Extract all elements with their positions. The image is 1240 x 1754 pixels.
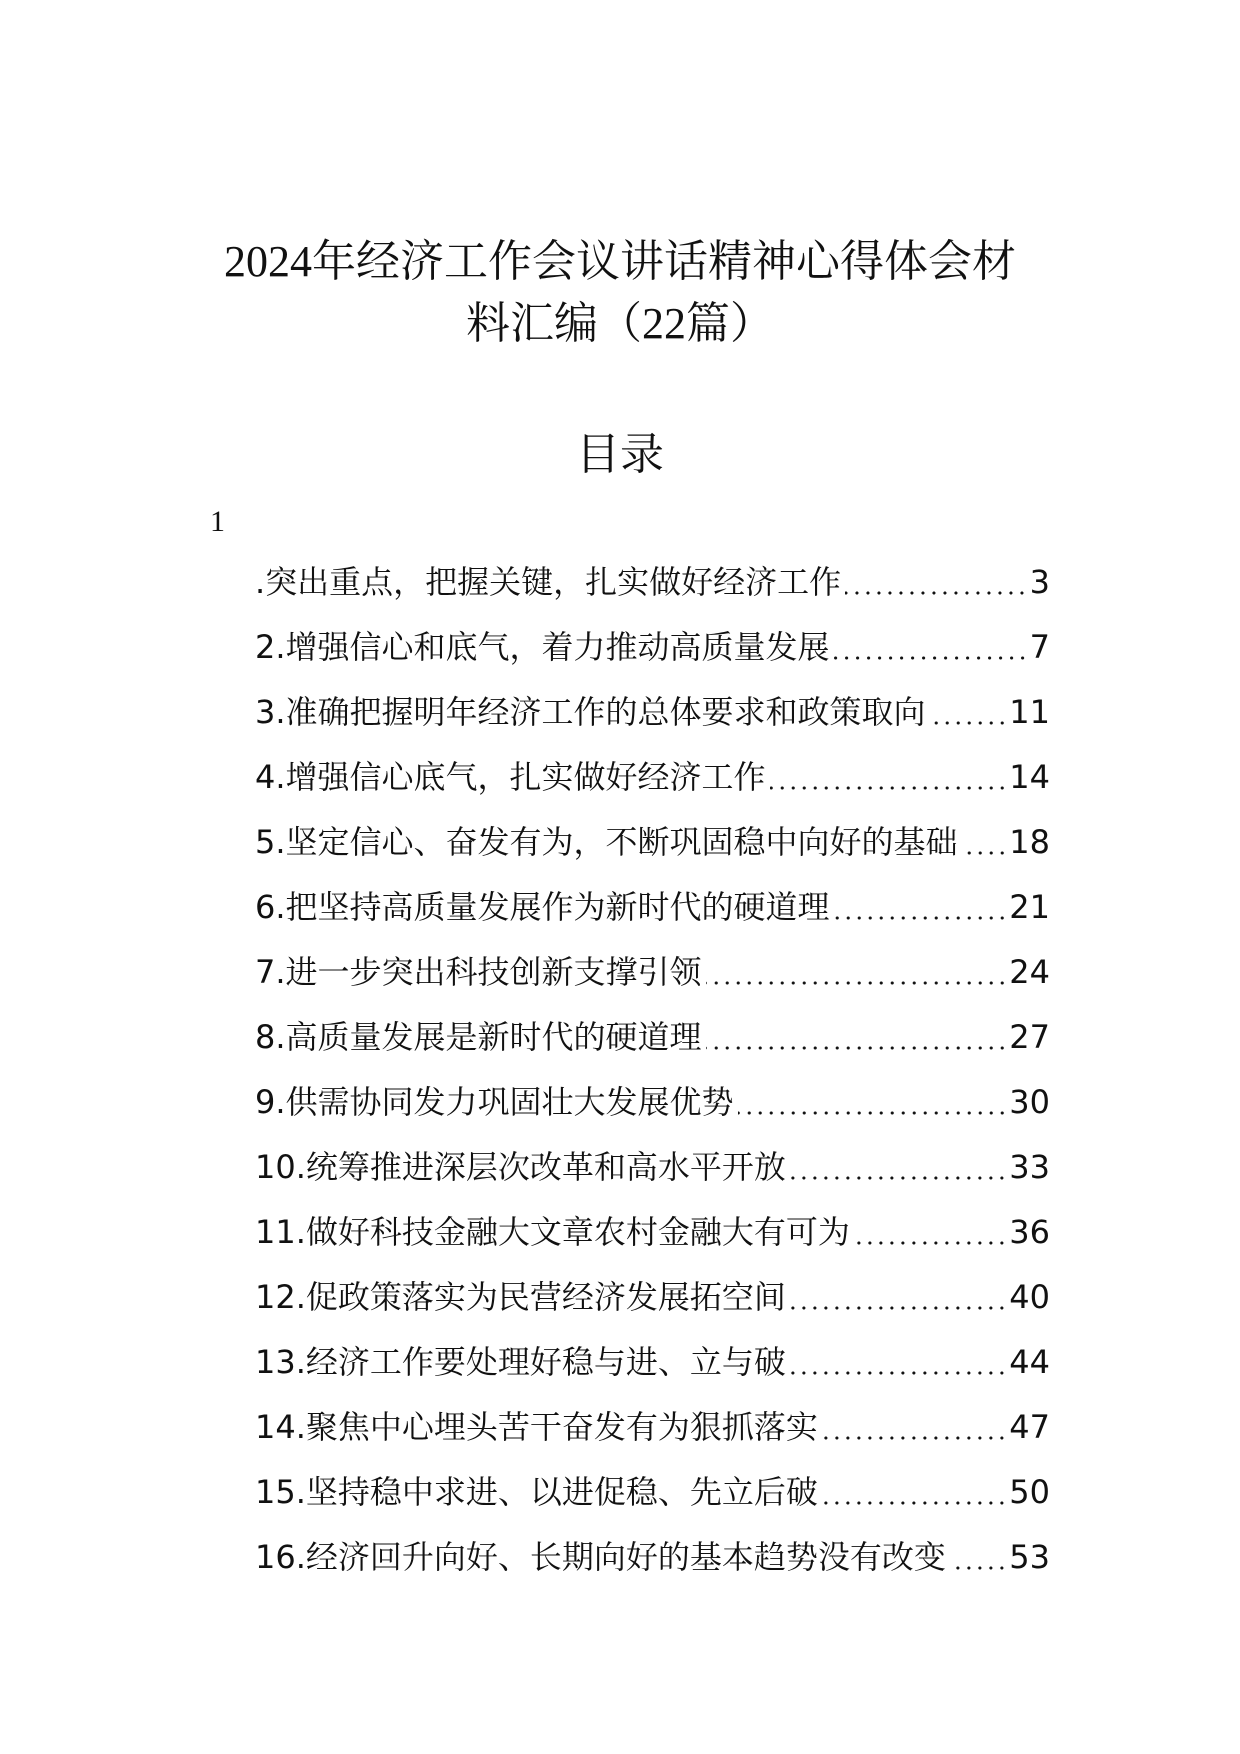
toc-entry-title: 7.进一步突出科技创新支撑引领 bbox=[255, 953, 702, 991]
toc-entry-page-number: 3 bbox=[1029, 563, 1050, 601]
toc-entry-title: 5.坚定信心、奋发有为，不断巩固稳中向好的基础 bbox=[255, 823, 958, 861]
toc-entry-page-number: 21 bbox=[1009, 888, 1050, 926]
toc-entry-title: 3.准确把握明年经济工作的总体要求和政策取向 bbox=[255, 693, 926, 731]
toc-entry bbox=[255, 1460, 1050, 1525]
toc-entry-title: .突出重点，把握关键，扎实做好经济工作 bbox=[255, 563, 842, 601]
toc-dot-leader bbox=[822, 1501, 1007, 1505]
toc-dot-leader bbox=[790, 1176, 1007, 1180]
toc-entry-page-number: 30 bbox=[1009, 1083, 1050, 1121]
toc-dot-leader bbox=[962, 851, 1008, 855]
toc-dot-leader bbox=[845, 591, 1027, 595]
toc-entry-title: 6.把坚持高质量发展作为新时代的硬道理 bbox=[255, 888, 830, 926]
toc-entry bbox=[255, 940, 1050, 1005]
toc-entry bbox=[255, 745, 1050, 810]
table-of-contents bbox=[255, 550, 1050, 1590]
toc-dot-leader bbox=[834, 656, 1028, 660]
toc-entry bbox=[255, 680, 1050, 745]
document-title-line-2: 料汇编（22篇） bbox=[466, 299, 774, 348]
toc-entry-title: 12.促政策落实为民营经济发展拓空间 bbox=[255, 1278, 786, 1316]
toc-dot-leader bbox=[706, 981, 1008, 985]
toc-entry-page-number: 24 bbox=[1009, 953, 1050, 991]
toc-entry bbox=[255, 550, 1050, 615]
toc-entry bbox=[255, 1070, 1050, 1135]
toc-entry-title: 9.供需协同发力巩固壮大发展优势 bbox=[255, 1083, 734, 1121]
toc-entry bbox=[255, 1265, 1050, 1330]
toc-entry bbox=[255, 875, 1050, 940]
toc-entry-title: 11.做好科技金融大文章农村金融大有可为 bbox=[255, 1213, 850, 1251]
toc-dot-leader bbox=[854, 1241, 1007, 1245]
toc-entry bbox=[255, 1200, 1050, 1265]
toc-entry-page-number: 14 bbox=[1009, 758, 1050, 796]
toc-dot-leader bbox=[822, 1436, 1007, 1440]
toc-entry-title: 2.增强信心和底气，着力推动高质量发展 bbox=[255, 628, 830, 666]
toc-dot-leader bbox=[770, 786, 1008, 790]
toc-entry-title: 16.经济回升向好、长期向好的基本趋势没有改变 bbox=[255, 1538, 946, 1576]
toc-dot-leader bbox=[790, 1306, 1007, 1310]
toc-entry-page-number: 7 bbox=[1029, 628, 1050, 666]
toc-entry-page-number: 27 bbox=[1009, 1018, 1050, 1056]
toc-entry-title: 15.坚持稳中求进、以进促稳、先立后破 bbox=[255, 1473, 818, 1511]
toc-entry-page-number: 33 bbox=[1009, 1148, 1050, 1186]
toc-dot-leader bbox=[738, 1111, 1008, 1115]
toc-entry-page-number: 36 bbox=[1009, 1213, 1050, 1251]
toc-entry-title: 8.高质量发展是新时代的硬道理 bbox=[255, 1018, 702, 1056]
toc-entry bbox=[255, 1330, 1050, 1395]
toc-dot-leader bbox=[790, 1371, 1007, 1375]
toc-dot-leader bbox=[834, 916, 1008, 920]
toc-entry-page-number: 40 bbox=[1009, 1278, 1050, 1316]
toc-entry bbox=[255, 1005, 1050, 1070]
toc-entry bbox=[255, 1525, 1050, 1590]
toc-entry-page-number: 50 bbox=[1009, 1473, 1050, 1511]
toc-dot-leader bbox=[706, 1046, 1008, 1050]
toc-entry-title: 14.聚焦中心埋头苦干奋发有为狠抓落实 bbox=[255, 1408, 818, 1446]
document-title bbox=[0, 231, 1240, 355]
toc-entry bbox=[255, 615, 1050, 680]
toc-entry-title: 13.经济工作要处理好稳与进、立与破 bbox=[255, 1343, 786, 1381]
toc-entry-title: 10.统筹推进深层次改革和高水平开放 bbox=[255, 1148, 786, 1186]
toc-entry-page-number: 44 bbox=[1009, 1343, 1050, 1381]
toc-entry bbox=[255, 1135, 1050, 1200]
toc-entry-page-number: 47 bbox=[1009, 1408, 1050, 1446]
toc-entry bbox=[255, 1395, 1050, 1460]
toc-heading: 目录 bbox=[576, 429, 664, 480]
toc-dot-leader bbox=[930, 721, 1008, 725]
toc-entry bbox=[255, 810, 1050, 875]
toc-entry-page-number: 18 bbox=[1009, 823, 1050, 861]
toc-entry-title: 4.增强信心底气，扎实做好经济工作 bbox=[255, 758, 766, 796]
toc-dot-leader bbox=[950, 1566, 1007, 1570]
toc-entry-page-number: 53 bbox=[1009, 1538, 1050, 1576]
document-title-line-1: 2024年经济工作会议讲话精神心得体会材 bbox=[224, 237, 1016, 286]
toc-number-marker: 1 bbox=[210, 505, 225, 538]
toc-entry-page-number: 11 bbox=[1009, 693, 1050, 731]
